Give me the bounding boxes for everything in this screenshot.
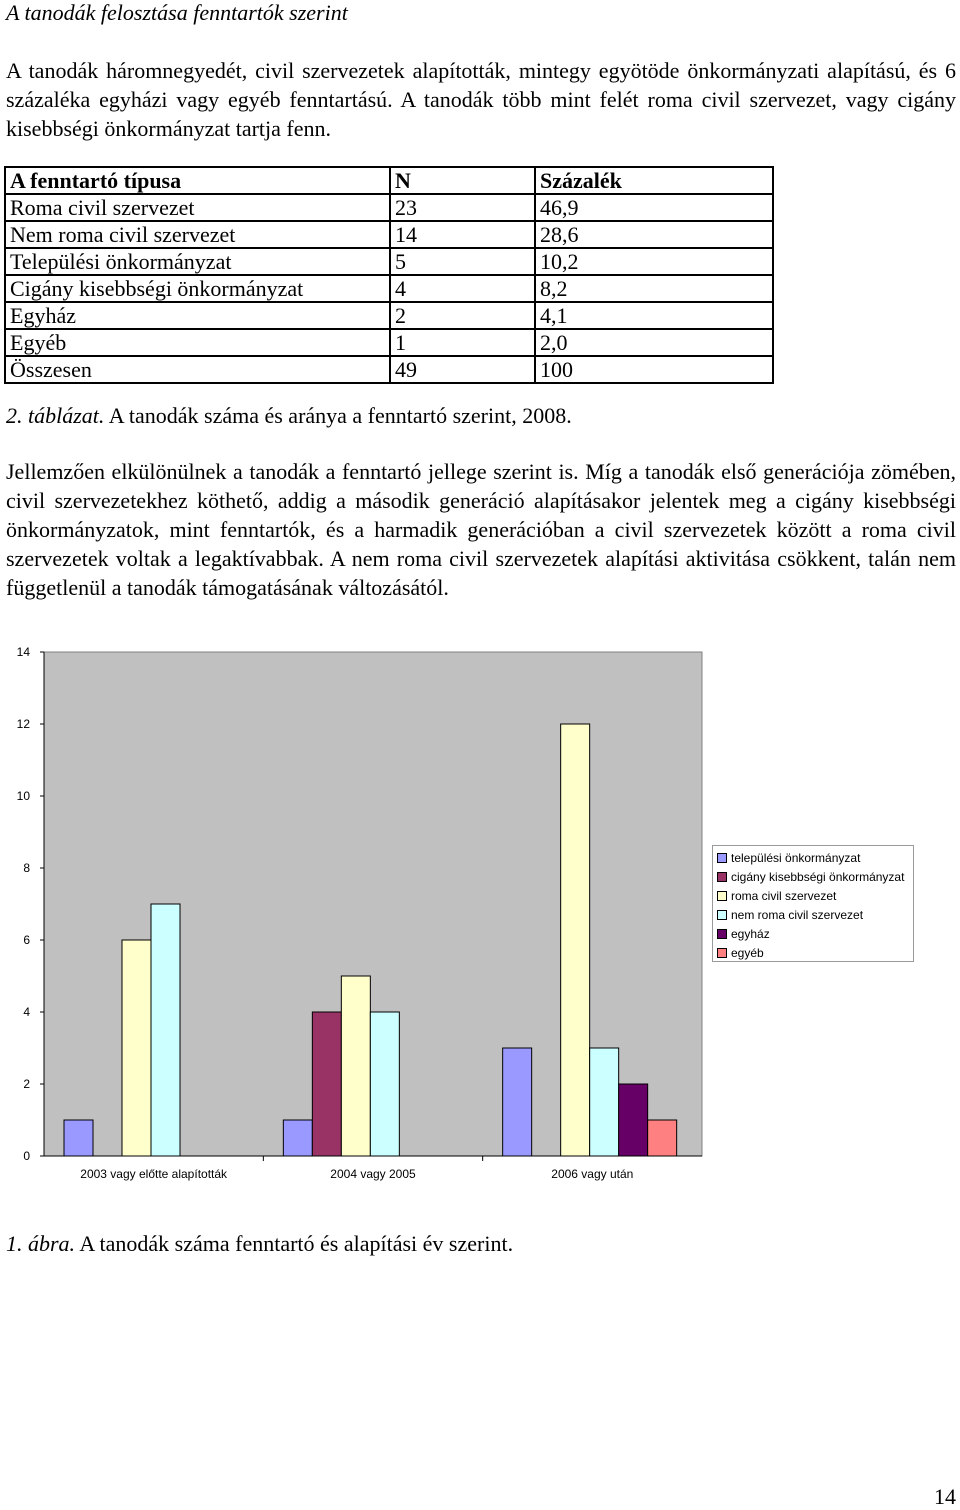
- header-cell: N: [390, 167, 535, 194]
- bar-egyház: [619, 1084, 648, 1156]
- bar-roma-civil-szervezet: [122, 940, 151, 1156]
- x-tick-label: 2004 vagy 2005: [330, 1167, 416, 1181]
- y-tick-label: 2: [23, 1077, 30, 1091]
- bar-nem-roma-civil-szervezet: [590, 1048, 619, 1156]
- table-cell: 49: [390, 356, 535, 383]
- legend-label: nem roma civil szervezet: [731, 908, 864, 922]
- table-cell: Egyház: [5, 302, 390, 329]
- table-cell: Cigány kisebbségi önkormányzat: [5, 275, 390, 302]
- figure-caption-label: 1. ábra.: [6, 1231, 76, 1256]
- figure-caption: [6, 1231, 513, 1257]
- table-cell: 46,9: [535, 194, 773, 221]
- bar-nem-roma-civil-szervezet: [370, 1012, 399, 1156]
- table-cell: 2: [390, 302, 535, 329]
- legend-item: [717, 850, 860, 866]
- table-cell: 5: [390, 248, 535, 275]
- legend-label: egyház: [731, 927, 770, 941]
- table-cell: Települési önkormányzat: [5, 248, 390, 275]
- legend-swatch: [717, 872, 727, 882]
- legend-swatch: [717, 891, 727, 901]
- page-number: 14: [934, 1484, 956, 1509]
- legend-label: települési önkormányzat: [731, 851, 861, 865]
- table-cell: 4,1: [535, 302, 773, 329]
- table-cell: Összesen: [5, 356, 390, 383]
- y-tick-label: 12: [16, 717, 30, 731]
- header-cell: Százalék: [535, 167, 773, 194]
- bar-roma-civil-szervezet: [341, 976, 370, 1156]
- table-row: [5, 275, 773, 302]
- table-row: [5, 248, 773, 275]
- legend-swatch: [717, 910, 727, 920]
- table-header-row: [5, 167, 773, 194]
- table-caption-text: A tanodák száma és aránya a fenntartó szerint, 2008.: [104, 403, 572, 428]
- table-cell: 4: [390, 275, 535, 302]
- bar-települési-önkormányzat: [283, 1120, 312, 1156]
- legend-swatch: [717, 948, 727, 958]
- legend-label: egyéb: [731, 946, 764, 960]
- y-tick-label: 14: [16, 645, 30, 659]
- legend-swatch: [717, 929, 727, 939]
- table-cell: Roma civil szervezet: [5, 194, 390, 221]
- y-tick-label: 0: [23, 1149, 30, 1163]
- table-cell: 2,0: [535, 329, 773, 356]
- table-total-row: [5, 356, 773, 383]
- figure-caption-text: A tanodák száma fenntartó és alapítási év szerint.: [75, 1231, 514, 1256]
- legend-item: [717, 926, 770, 942]
- intro-paragraph: A tanodák háromnegyedét, civil szervezetek alapították, mintegy egyötöde önkormányzati alapítású, és 6 százaléka egyházi vagy egyéb fenntartású. A tanodák több mint felét roma civil szervezet, vagy cigány kisebbségi önkormányzat tartja fenn.: [6, 58, 956, 141]
- table-cell: 100: [535, 356, 773, 383]
- table-cell: 8,2: [535, 275, 773, 302]
- bar-nem-roma-civil-szervezet: [151, 904, 180, 1156]
- header-cell: A fenntartó típusa: [5, 167, 390, 194]
- table-cell: 10,2: [535, 248, 773, 275]
- table-row: [5, 194, 773, 221]
- y-tick-label: 8: [23, 861, 30, 875]
- table-cell: Egyéb: [5, 329, 390, 356]
- y-tick-label: 10: [16, 789, 30, 803]
- table-caption: [6, 403, 572, 429]
- legend-item: [717, 888, 836, 904]
- bar-egyéb: [648, 1120, 677, 1156]
- legend-swatch: [717, 853, 727, 863]
- bar-cigány-kisebbségi-önkormányzat: [312, 1012, 341, 1156]
- table-cell: 23: [390, 194, 535, 221]
- table-row: [5, 221, 773, 248]
- bar-települési-önkormányzat: [503, 1048, 532, 1156]
- y-tick-label: 6: [23, 933, 30, 947]
- bar-roma-civil-szervezet: [561, 724, 590, 1156]
- x-tick-label: 2006 vagy után: [551, 1167, 634, 1181]
- x-tick-label: 2003 vagy előtte alapították: [80, 1167, 228, 1181]
- table-row: [5, 302, 773, 329]
- legend-label: roma civil szervezet: [731, 889, 837, 903]
- legend-label: cigány kisebbségi önkormányzat: [731, 870, 905, 884]
- legend-item: [717, 945, 764, 961]
- chart-legend: [712, 845, 914, 962]
- body-paragraph: Jellemzően elkülönülnek a tanodák a fenntartó jellege szerint is. Míg a tanodák első generációja zömében, civil szervezetekhez köthető, addig a második generáció alapításakor jelentek meg a cigány kisebbségi önkormányzatok, mint fenntartók, és a harmadik generációban a civil szervezetek között a roma civil szervezetek voltak a legaktívabbak. A nem roma civil szervezetek alapítási aktivitása csökkent, talán nem függetlenül a tanodák támogatásának változásától.: [6, 459, 956, 600]
- section-heading: A tanodák felosztása fenntartók szerint: [6, 0, 348, 25]
- table-row: [5, 329, 773, 356]
- bar-települési-önkormányzat: [64, 1120, 93, 1156]
- y-tick-label: 4: [23, 1005, 30, 1019]
- maintainer-table: [4, 166, 774, 384]
- table-cell: Nem roma civil szervezet: [5, 221, 390, 248]
- table-cell: 14: [390, 221, 535, 248]
- table-cell: 1: [390, 329, 535, 356]
- legend-item: [717, 869, 904, 885]
- table-cell: 28,6: [535, 221, 773, 248]
- legend-item: [717, 907, 863, 923]
- table-caption-label: 2. táblázat.: [6, 403, 105, 428]
